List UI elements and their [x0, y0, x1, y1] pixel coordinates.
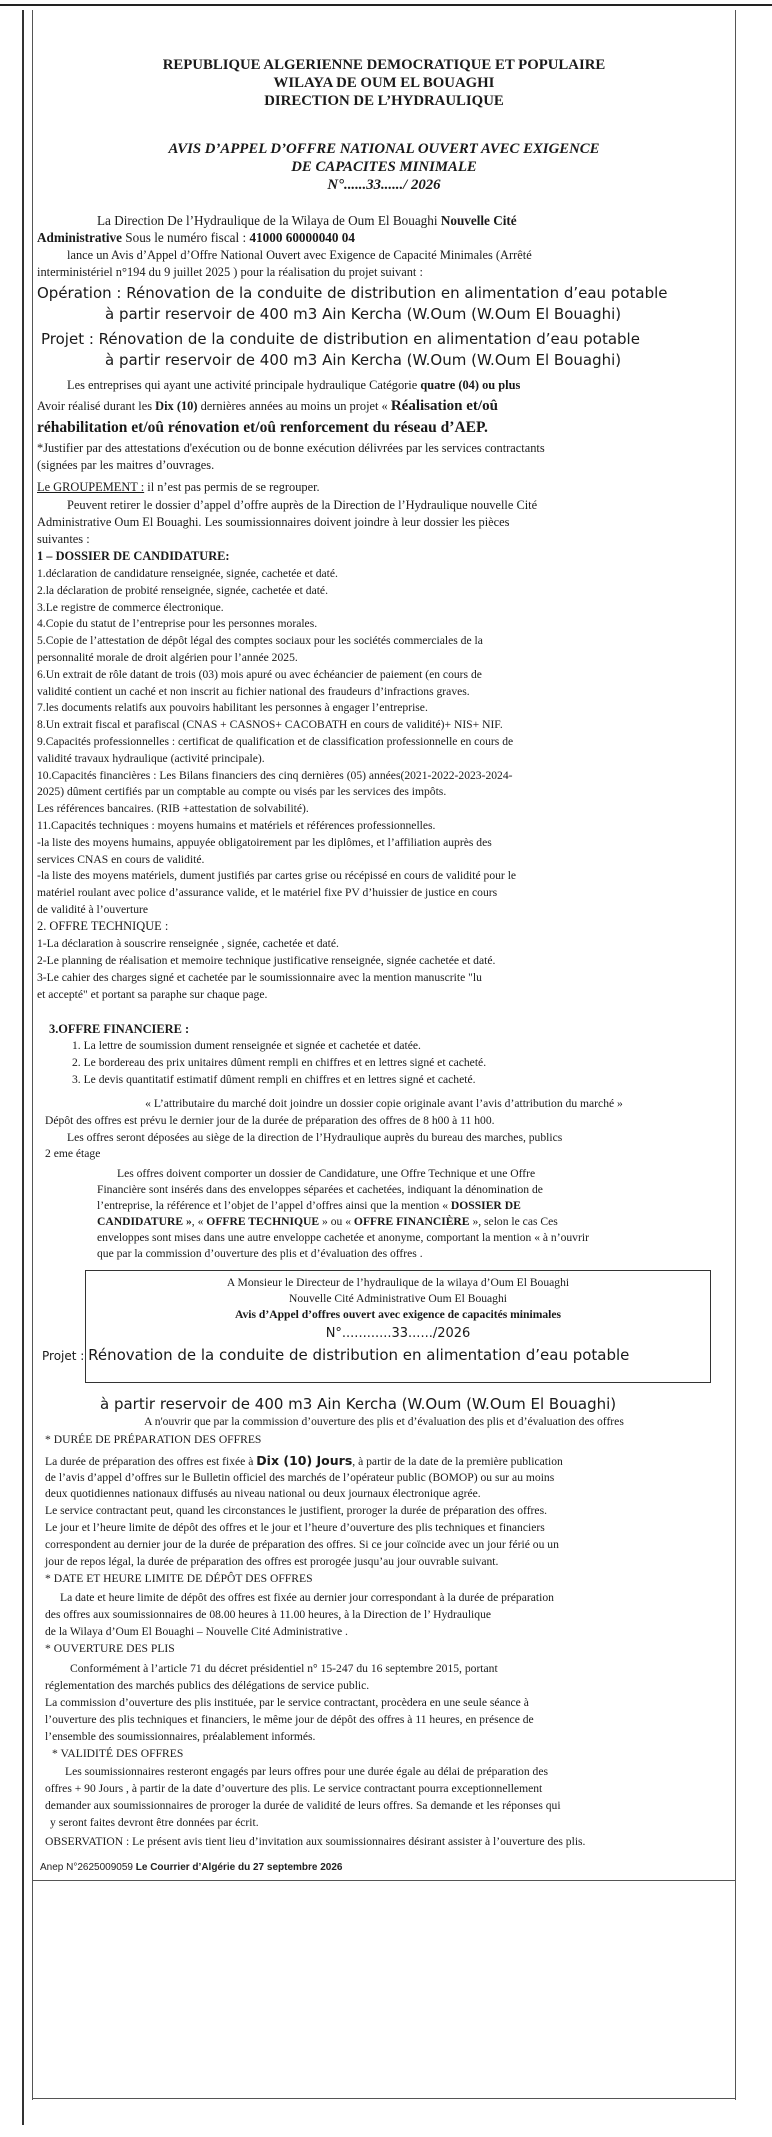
duree-days: Dix (10) Jours — [256, 1453, 353, 1468]
ouverture-line-3: La commission d’ouverture des plis instituée, par le service contractant, procèdera en une seule séance à — [45, 1696, 529, 1709]
intro-line-3: lance un Avis d’Appel d’Offre National Ouvert avec Exigence de Capacité Minimales (Arrêté — [67, 248, 532, 262]
enveloppe-line-5: enveloppes sont mises dans une autre enveloppe cachetée et anonyme, comportant la mention « à n’ouvrir — [97, 1231, 589, 1244]
duree-text-2: , à partir de la date de la première publication — [352, 1455, 563, 1468]
mention-sep-2: » ou « — [319, 1215, 354, 1228]
candidature-line-5: 5.Copie de l’attestation de dépôt légal des comptes sociaux pour les sociétés commerciales de la — [37, 634, 483, 648]
project-line-2: à partir reservoir de 400 m3 Ain Kercha (W.Oum (W.Oum El Bouaghi) — [105, 351, 622, 369]
technique-line-4: et accepté" et portant sa paraphe sur chaque page. — [37, 988, 268, 1001]
enveloppe-line-1: Les offres doivent comporter un dossier de Candidature, une Offre Technique et une Offre — [117, 1167, 536, 1180]
candidature-line-4: 4.Copie du statut de l’entreprise pour les personnes morales. — [37, 617, 318, 631]
financiere-item-2: 2. Le bordereau des prix unitaires dûment rempli en chiffres et en lettres signé et cacheté. — [72, 1056, 487, 1069]
validite-line-4: y seront faites devront être données par écrit. — [50, 1816, 259, 1829]
project-line-1: Projet : Rénovation de la conduite de distribution en alimentation d’eau potable — [41, 330, 640, 348]
attributaire-note: « L’attributaire du marché doit joindre un dossier copie originale avant l’avis d’attribution du marché » — [145, 1097, 623, 1110]
envelope-line-1: A Monsieur le Directeur de l’hydraulique de la wilaya d’Oum El Bouaghi — [226, 1276, 570, 1289]
enveloppe-line-3 — [37, 1198, 731, 1214]
avis-title-2: DE CAPACITES MINIMALE — [291, 159, 477, 175]
envelope-line-3: Avis d’Appel d’offres ouvert avec exigence de capacités minimales — [234, 1308, 562, 1321]
eligibility-category: quatre (04) ou plus — [420, 378, 521, 392]
eligibility-line-3: réhabilitation et/oû rénovation et/oû renforcement du réseau d’AEP. — [37, 419, 488, 436]
candidature-line-8: validité contient un caché et non inscrit au fichier national des fraudeurs d’infractions graves. — [37, 684, 470, 698]
ouverture-line-2: réglementation des marchés publics des délégations de service public. — [45, 1679, 370, 1692]
duree-line-6: correspondent au dernier jour de la durée de préparation des offres. Si ce jour coïncide avec un jour férié ou un — [45, 1538, 559, 1551]
eligibility-avoir: Avoir réalisé durant les — [37, 399, 156, 413]
envelope-project-text: Rénovation de la conduite de distribution en alimentation d’eau potable — [88, 1346, 630, 1364]
depot-line-1: La date et heure limite de dépôt des offres est fixée au dernier jour correspondant à la durée de préparation — [60, 1591, 554, 1604]
depot-title: * DATE ET HEURE LIMITE DE DÉPÔT DES OFFRES — [45, 1572, 313, 1585]
duree-line-1 — [45, 1453, 725, 1470]
mention-financiere: OFFRE FINANCIÈRE — [353, 1215, 470, 1228]
avis-number: N°......33....../ 2026 — [327, 177, 441, 193]
ouverture-line-5: l’ensemble des soumissionnaires, préalablement informés. — [45, 1730, 316, 1743]
footer-anep: Anep N°2625009059 — [40, 1862, 133, 1873]
validite-line-2: offres + 90 Jours , à partir de la date d’ouverture des plis. Le service contractant pourra exceptionnellement — [45, 1782, 543, 1795]
eligibility-line-1 — [37, 377, 731, 394]
candidature-line-18: services CNAS en cours de validité. — [37, 852, 205, 866]
intro-line-2 — [37, 229, 731, 247]
enveloppe-line-2: Financière sont insérés dans des enveloppes séparées et cachetées, indiquant la dénomination de — [97, 1183, 543, 1196]
header-line-1: REPUBLIQUE ALGERIENNE DEMOCRATIQUE ET POPULAIRE — [162, 57, 606, 73]
envelope-box — [42, 1270, 711, 1383]
candidature-line-2: 2.la déclaration de probité renseignée, signée, cachetée et daté. — [37, 583, 328, 597]
eligibility-years: Dix (10) — [155, 399, 198, 413]
observation: OBSERVATION : Le présent avis tient lieu d’invitation aux soumissionnaires désirant assister à l’ouverture des plis. — [45, 1835, 586, 1848]
duree-title: * DURÉE DE PRÉPARATION DES OFFRES — [45, 1433, 262, 1446]
candidature-line-3: 3.Le registre de commerce électronique. — [37, 600, 224, 614]
mention-technique: OFFRE TECHNIQUE — [206, 1215, 320, 1228]
footer-rule — [32, 1880, 736, 1881]
groupement-line — [37, 479, 731, 496]
intro-administrative: Administrative — [37, 230, 122, 245]
technique-line-2: 2-Le planning de réalisation et memoire technique justificative renseignée, signée cachetée et daté. — [37, 954, 496, 967]
groupement-text: il n’est pas permis de se regrouper. — [144, 480, 320, 494]
candidature-title: 1 – DOSSIER DE CANDIDATURE: — [37, 549, 230, 563]
top-rule — [0, 4, 772, 6]
duree-text: La durée de préparation des offres est fixée à — [45, 1455, 257, 1468]
technique-line-1: 1-La déclaration à souscrire renseignée , signée, cachetée et daté. — [37, 937, 339, 950]
retrait-line-3: suivantes : — [37, 532, 90, 546]
mention-sep-1: , « — [191, 1215, 207, 1228]
ouverture-line-4: l’ouverture des plis techniques et financiers, le même jour de dépôt des offres à 11 heures, en présence de — [45, 1713, 534, 1726]
siege-note-2: 2 eme étage — [45, 1147, 101, 1160]
duree-line-3: deux quotidiennes nationaux diffusés au niveau national ou deux journaux électronique agrée. — [45, 1487, 481, 1500]
validite-line-1: Les soumissionnaires resteront engagés par leurs offres pour une durée égale au délai de préparation des — [65, 1765, 549, 1778]
depot-note: Dépôt des offres est prévu le dernier jour de la durée de préparation des offres de 8 h00 à 11 h00. — [45, 1114, 495, 1127]
financiere-title: 3.OFFRE FINANCIERE : — [49, 1022, 190, 1036]
duree-line-7: jour de repos légal, la durée de préparation des offres est prorogée jusqu’au jour ouvrable suivant. — [45, 1555, 499, 1568]
envelope-ouvrir: A n'ouvrir que par la commission d’ouverture des plis et d’évaluation des plis et d’évaluation des offres — [144, 1415, 624, 1428]
mention-sep-3: », selon le cas Ces — [469, 1215, 558, 1228]
technique-title: 2. OFFRE TECHNIQUE : — [37, 919, 169, 933]
candidature-line-10: 8.Un extrait fiscal et parafiscal (CNAS + CASNOS+ CACOBATH en cours de validité)+ NIS+ NIF. — [37, 718, 503, 732]
candidature-line-12: validité travaux hydraulique (activité principale). — [37, 751, 265, 765]
mention-dossier: DOSSIER DE — [450, 1199, 521, 1212]
retrait-line-2: Administrative Oum El Bouaghi. Les soumissionnaires doivent joindre à leur dossier les pièces — [37, 515, 510, 529]
header-line-3: DIRECTION DE L’HYDRAULIQUE — [264, 93, 504, 109]
validite-line-3: demander aux soumissionnaires de proroger la durée de validité de leurs offres. Sa demande et les réponses qui — [45, 1799, 561, 1812]
depot-line-2: des offres aux soumissionnaires de 08.00 heures à 11.00 heures, à la Direction de l’ Hydraulique — [45, 1608, 492, 1621]
mention-candidature: CANDIDATURE » — [97, 1215, 192, 1228]
eligibility-realisation: Réalisation et/oû — [390, 398, 498, 414]
envelope-project-1 — [42, 1345, 722, 1366]
enveloppe-line-4 — [37, 1214, 731, 1230]
duree-line-2: de l’avis d’appel d’offres sur le Bulletin officiel des marchés de l’opérateur public (BOMOP) ou sur au moins — [45, 1471, 555, 1484]
intro-address: Nouvelle Cité — [440, 213, 517, 228]
candidature-line-19: -la liste des moyens matériels, dument justifiés par cartes grise ou récépissé en cours de validité pour le — [37, 869, 517, 883]
envelope-project-2: à partir reservoir de 400 m3 Ain Kercha (W.Oum (W.Oum El Bouaghi) — [100, 1395, 617, 1413]
ouverture-line-1: Conformément à l’article 71 du décret présidentiel n° 15-247 du 16 septembre 2015, portant — [70, 1662, 498, 1675]
notice-frame-bottom — [32, 2098, 736, 2099]
mention-text: l’entreprise, la référence et l’objet de l’appel d’offres ainsi que la mention « — [97, 1199, 451, 1212]
intro-fiscal-label: Sous le numéro fiscal : — [121, 230, 250, 245]
duree-line-5: Le jour et l’heure limite de dépôt des offres et le jour et l’heure d’ouverture des plis techniques et financiers — [45, 1521, 545, 1534]
footer-newspaper: Le Courrier d’Algérie du 27 septembre 2026 — [135, 1862, 343, 1873]
validite-title: * VALIDITÉ DES OFFRES — [52, 1747, 184, 1760]
enveloppe-line-6: que par la commission d’ouverture des plis et d’évaluation des offres . — [97, 1247, 423, 1260]
avis-title-1: AVIS D’APPEL D’OFFRE NATIONAL OUVERT AVEC EXIGENCE — [168, 141, 600, 157]
financiere-item-3: 3. Le devis quantitatif estimatif dûment rempli en chiffres et en lettres signé et cacheté. — [72, 1073, 476, 1086]
retrait-line-1: Peuvent retirer le dossier d’appel d’offre auprès de la Direction de l’Hydraulique nouvelle Cité — [67, 498, 538, 512]
intro-line-1 — [37, 212, 731, 230]
ouverture-title: * OUVERTURE DES PLIS — [45, 1642, 175, 1655]
financiere-item-1: 1. La lettre de soumission dument renseignée et signée et cachetée et datée. — [72, 1039, 421, 1052]
siege-note-1: Les offres seront déposées au siège de la direction de l’Hydraulique auprès du bureau des marches, publics — [67, 1131, 563, 1144]
candidature-line-16: 11.Capacités techniques : moyens humains et matériels et références professionnelles. — [37, 819, 436, 832]
candidature-line-6: personnalité morale de droit algérien pour l’année 2025. — [37, 651, 298, 664]
left-column-rule — [22, 10, 24, 2125]
candidature-line-1: 1.déclaration de candidature renseignée, signée, cachetée et daté. — [37, 567, 338, 580]
intro-fiscal-number: 41000 60000040 04 — [249, 230, 355, 245]
envelope-project-label: Projet : — [42, 1349, 89, 1363]
candidature-line-13: 10.Capacités financières : Les Bilans financiers des cinq dernières (05) années(2021-2022-2023-2024- — [37, 768, 513, 782]
envelope-line-2: Nouvelle Cité Administrative Oum El Bouaghi — [289, 1292, 507, 1305]
technique-line-3: 3-Le cahier des charges signé et cachetée par le soumissionnaire avec la mention manuscrite "lu — [37, 971, 482, 984]
candidature-line-15: Les références bancaires. (RIB +attestation de solvabilité). — [37, 802, 309, 816]
footer — [40, 1862, 343, 1873]
operation-line-2: à partir reservoir de 400 m3 Ain Kercha (W.Oum (W.Oum El Bouaghi) — [105, 305, 622, 323]
duree-line-4: Le service contractant peut, quand les circonstances le justifient, proroger la durée de préparation des offres. — [45, 1504, 547, 1517]
candidature-line-14: 2025) dûment certifiés par un comptable au compte ou visés par les services des impôts. — [37, 785, 447, 799]
eligibility-project-intro: dernières années au moins un projet « — [197, 399, 391, 413]
eligibility-line-4: *Justifier par des attestations d'exécution ou de bonne exécution délivrées par les services contractants — [37, 441, 545, 455]
candidature-line-21: de validité à l’ouverture — [37, 903, 149, 916]
groupement-label: Le GROUPEMENT : — [37, 480, 145, 494]
header-line-2: WILAYA DE OUM EL BOUAGHI — [273, 75, 495, 91]
intro-line-4: interministériel n°194 du 9 juillet 2025 ) pour la réalisation du projet suivant : — [37, 265, 423, 279]
envelope-number: N°............33....../2026 — [325, 1326, 471, 1341]
intro-text: La Direction De l’Hydraulique de la Wilaya de Oum El Bouaghi — [97, 213, 441, 228]
candidature-line-20: matériel roulant avec police d’assurance valide, et le matériel fixe PV d’huissier de justice en cours — [37, 886, 498, 900]
eligibility-line-2 — [37, 398, 731, 415]
candidature-line-11: 9.Capacités professionnelles : certificat de qualification et de classification professionnelle en cours de — [37, 735, 514, 748]
eligibility-line-5: (signées par les maitres d’ouvrages. — [37, 458, 215, 472]
depot-line-3: de la Wilaya d’Oum El Bouaghi – Nouvelle Cité Administrative . — [45, 1625, 348, 1638]
candidature-line-9: 7.les documents relatifs aux pouvoirs habilitant les personnes à engager l’entreprise. — [37, 701, 428, 715]
operation-line-1: Opération : Rénovation de la conduite de distribution en alimentation d’eau potable — [37, 284, 668, 302]
candidature-line-7: 6.Un extrait de rôle datant de trois (03) mois apuré ou avec échéancier de paiement (en cours de — [37, 667, 482, 681]
eligibility-text: Les entreprises qui ayant une activité principale hydraulique Catégorie — [67, 378, 421, 392]
candidature-line-17: -la liste des moyens humains, appuyée obligatoirement par les diplômes, et l’affiliation auprès des — [37, 835, 492, 849]
